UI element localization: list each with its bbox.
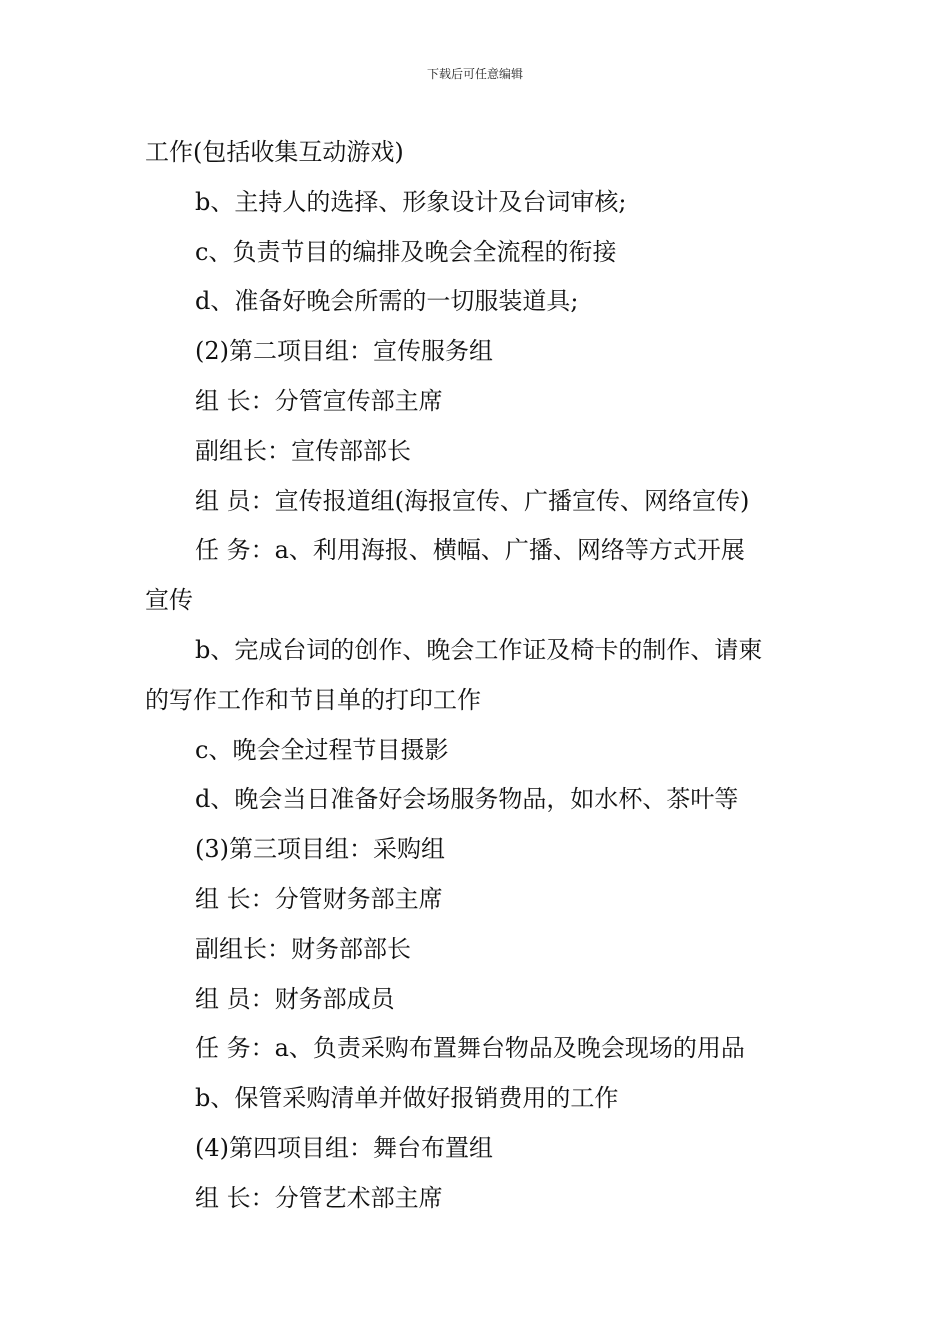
page-header: 下载后可任意编辑 bbox=[426, 67, 523, 81]
document-body bbox=[145, 128, 810, 1224]
text-line: 的写作工作和节目单的打印工作 bbox=[145, 685, 481, 714]
text-line: 组 员：宣传报道组(海报宣传、广播宣传、网络宣传) bbox=[195, 486, 750, 515]
section-heading: (2)第二项目组：宣传服务组 bbox=[195, 337, 493, 366]
text-line: c、晚会全过程节目摄影 bbox=[195, 735, 449, 764]
text-line: b、保管采购清单并做好报销费用的工作 bbox=[195, 1084, 619, 1113]
text-line: 组 长：分管宣传部主席 bbox=[195, 386, 443, 415]
text-line: b、完成台词的创作、晚会工作证及椅卡的制作、请柬 bbox=[195, 635, 763, 664]
text-line: 组 长：分管艺术部主席 bbox=[195, 1183, 443, 1212]
text-line: 组 员：财务部成员 bbox=[195, 984, 395, 1013]
text-line: 任 务：a、负责采购布置舞台物品及晚会现场的用品 bbox=[195, 1034, 745, 1063]
text-line: 副组长：财务部部长 bbox=[195, 934, 411, 963]
text-line: d、准备好晚会所需的一切服装道具; bbox=[195, 287, 579, 316]
text-line: c、负责节目的编排及晚会全流程的衔接 bbox=[195, 237, 617, 266]
text-line: 工作(包括收集互动游戏) bbox=[145, 138, 404, 166]
text-line: 任 务：a、利用海报、横幅、广播、网络等方式开展 bbox=[195, 536, 745, 565]
section-heading: (3)第三项目组：采购组 bbox=[195, 835, 445, 864]
text-line: 副组长：宣传部部长 bbox=[195, 436, 411, 465]
text-line: b、主持人的选择、形象设计及台词审核; bbox=[195, 187, 627, 216]
text-line: d、晚会当日准备好会场服务物品，如水杯、茶叶等 bbox=[195, 785, 739, 814]
text-line: 宣传 bbox=[145, 586, 193, 615]
section-heading: (4)第四项目组：舞台布置组 bbox=[195, 1133, 493, 1162]
text-line: 组 长：分管财务部主席 bbox=[195, 884, 443, 913]
